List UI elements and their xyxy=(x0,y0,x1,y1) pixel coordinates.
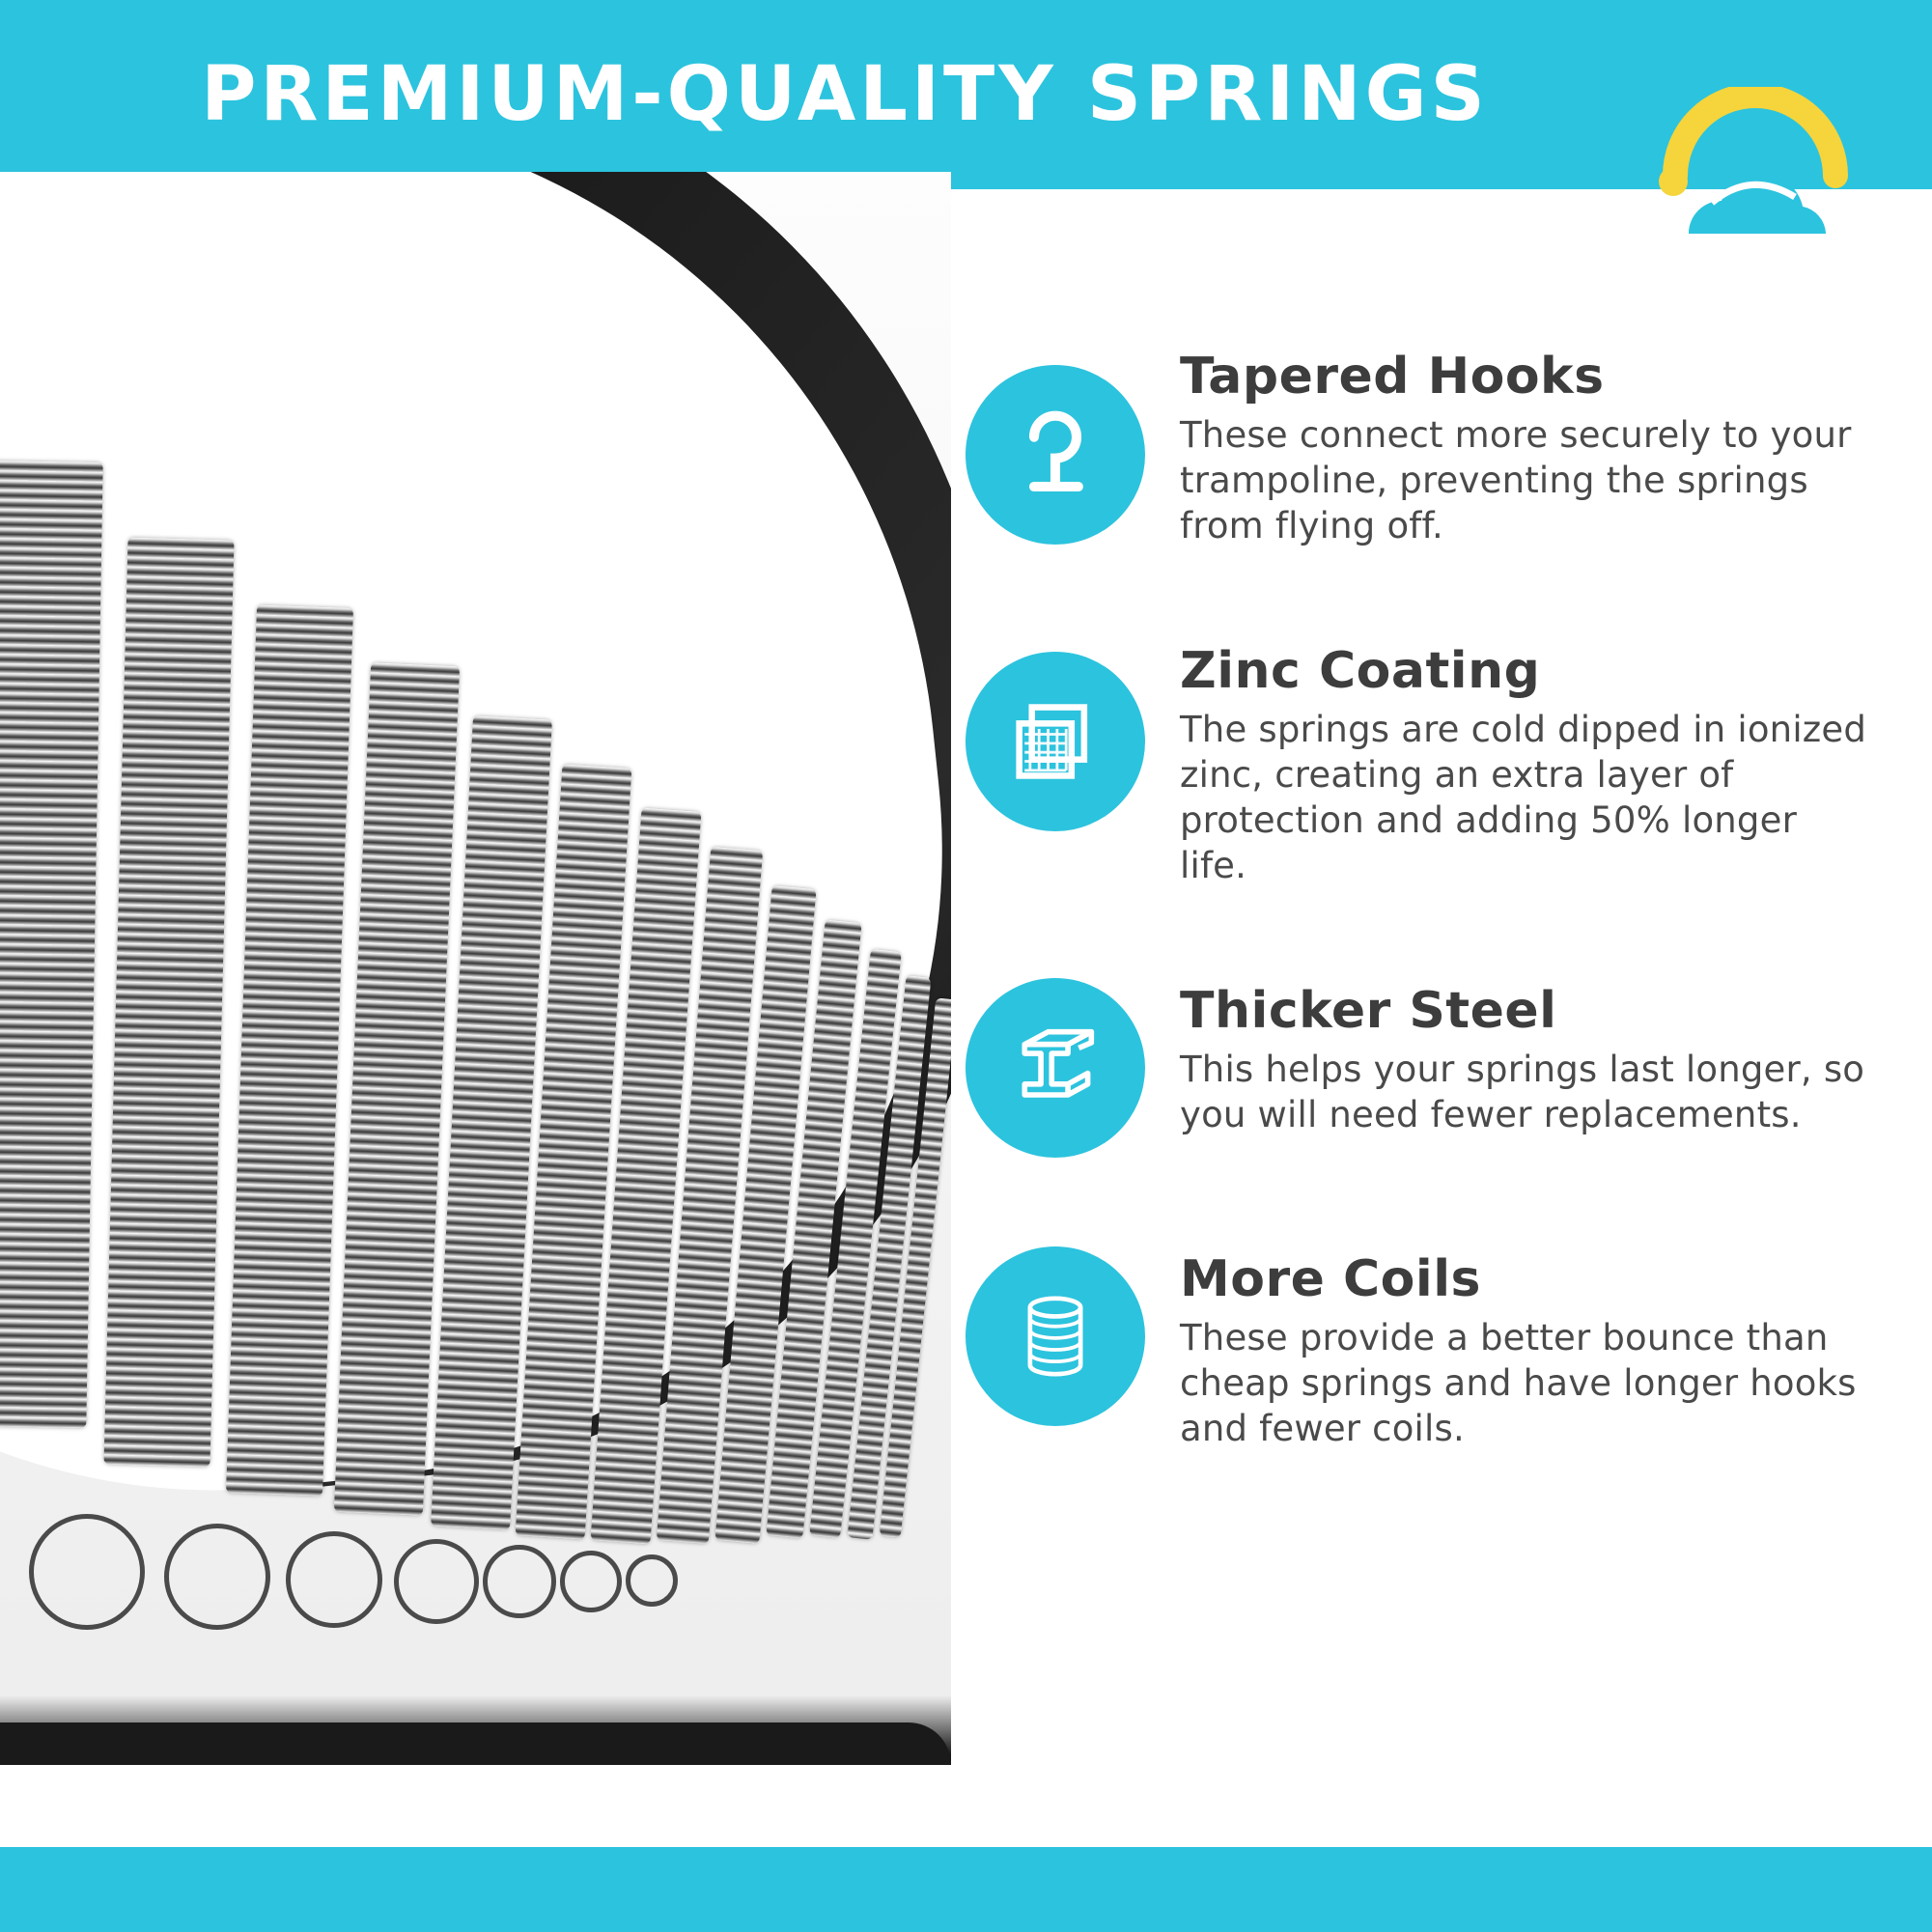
hook-icon-glyph xyxy=(1002,402,1108,508)
coated-sheets-icon xyxy=(966,652,1145,831)
steel-beam-icon-glyph xyxy=(1001,1014,1109,1122)
spring-hook xyxy=(286,1531,382,1628)
feature-title: More Coils xyxy=(1180,1249,1481,1308)
spring-hook xyxy=(164,1524,270,1630)
spring-hook xyxy=(394,1539,479,1624)
trampoline-mat-edge xyxy=(0,1722,951,1765)
spring-hook xyxy=(29,1514,145,1630)
sun-cloud-logo xyxy=(1654,87,1857,251)
coil-spring-icon-glyph xyxy=(1001,1282,1109,1390)
feature-text: The springs are cold dipped in ionized zinc, creating an extra layer of protection and adding 50% longer life. xyxy=(1180,708,1867,886)
feature-title: Tapered Hooks xyxy=(1180,348,1605,406)
feature-list xyxy=(966,348,1873,1535)
spring xyxy=(226,605,353,1497)
springs-photo xyxy=(0,172,951,1765)
steel-beam-icon xyxy=(966,978,1145,1158)
feature-item-more-coils xyxy=(966,1241,1873,1452)
hook-icon xyxy=(966,365,1145,545)
page-title: PREMIUM-QUALITY SPRINGS xyxy=(201,51,1489,138)
spring-hook xyxy=(560,1551,622,1612)
feature-item-zinc-coating xyxy=(966,632,1873,889)
footer-band xyxy=(0,1847,1932,1932)
feature-text: This helps your springs last longer, so you will need fewer replacements. xyxy=(1180,1048,1865,1135)
feature-item-tapered-hooks xyxy=(966,348,1873,549)
spring-hook xyxy=(483,1545,556,1618)
coil-spring-icon xyxy=(966,1246,1145,1426)
feature-body xyxy=(1180,1241,1873,1452)
sun-cloud-logo-icon xyxy=(1654,87,1857,251)
feature-body xyxy=(1180,972,1873,1138)
spring xyxy=(103,538,234,1468)
feature-text: These provide a better bounce than cheap springs and have longer hooks and fewer coils. xyxy=(1180,1316,1857,1449)
feature-item-thicker-steel xyxy=(966,972,1873,1158)
springs-group xyxy=(0,172,951,1765)
feature-title: Zinc Coating xyxy=(1180,641,1541,700)
feature-title: Thicker Steel xyxy=(1180,981,1557,1040)
spring xyxy=(0,461,103,1428)
coated-sheets-icon-glyph xyxy=(1001,687,1109,796)
feature-body xyxy=(1180,348,1873,549)
feature-text: These connect more securely to your trampoline, preventing the springs from flying off. xyxy=(1180,414,1852,546)
spring-hook xyxy=(626,1554,678,1607)
feature-body xyxy=(1180,632,1873,889)
